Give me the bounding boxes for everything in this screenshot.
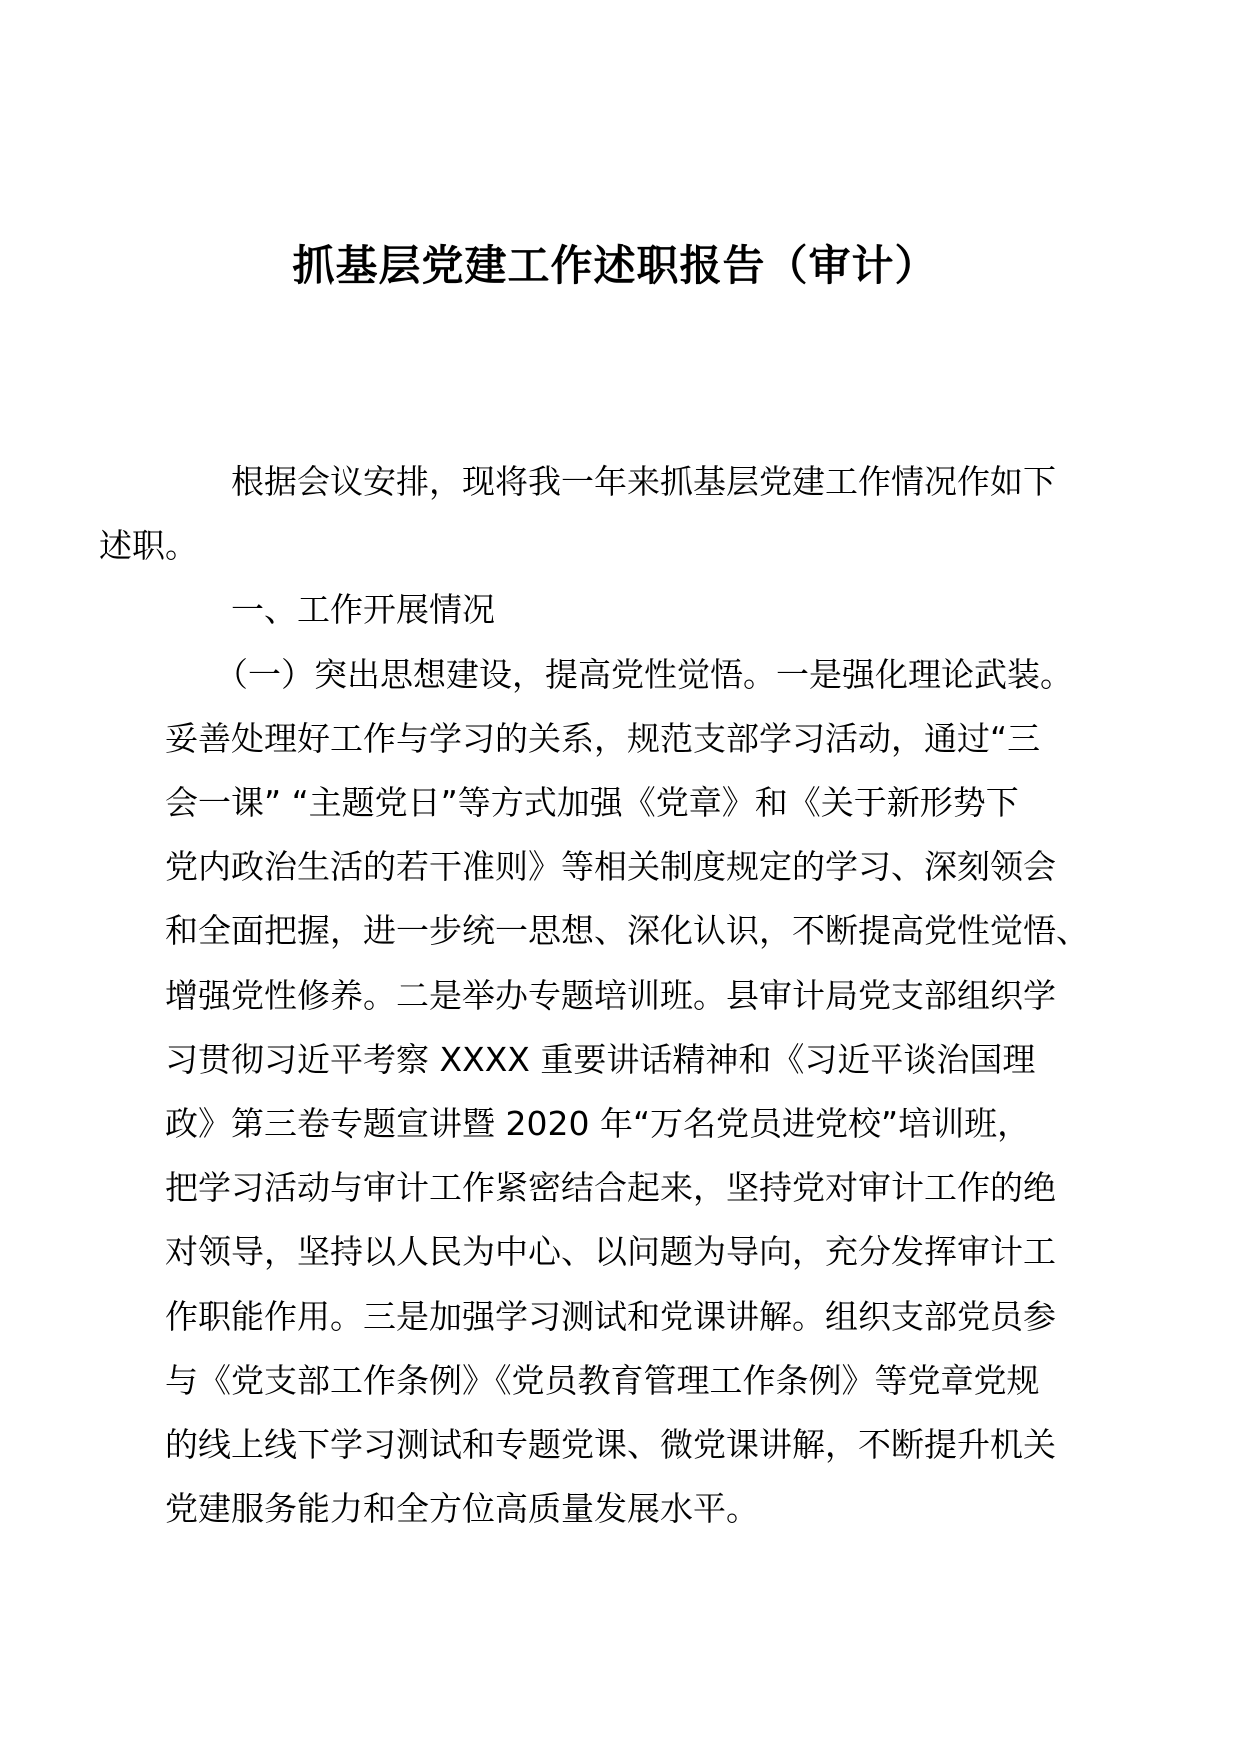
section-1-line-13: 的线上线下学习测试和专题党课、微党课讲解，不断提升机关 xyxy=(165,1425,1056,1465)
section-1-line-1: （一）突出思想建设，提高党性觉悟。一是强化理论武装。 xyxy=(215,654,1073,694)
section-1-line-6: 增强党性修养。二是举办专题培训班。县审计局党支部组织学 xyxy=(165,975,1056,1015)
section-1-line-11: 作职能作用。三是加强学习测试和党课讲解。组织支部党员参 xyxy=(165,1296,1056,1336)
section-1-line-3: 会一课” “主题党日”等方式加强《党章》和《关于新形势下 xyxy=(165,783,1019,823)
section-1-line-14: 党建服务能力和全方位高质量发展水平。 xyxy=(165,1489,759,1529)
intro-line-2: 述职。 xyxy=(99,526,198,566)
section-1-line-8: 政》第三卷专题宣讲暨 2020 年“万名党员进党校”培训班， xyxy=(165,1104,1031,1144)
section-1-line-4: 党内政治生活的若干准则》等相关制度规定的学习、深刻领会 xyxy=(165,847,1056,887)
section-1-line-12: 与《党支部工作条例》《党员教育管理工作条例》等党章党规 xyxy=(165,1360,1040,1400)
section-heading xyxy=(165,578,1095,642)
intro-paragraph xyxy=(99,450,1095,578)
section-1-paragraph xyxy=(165,643,1095,1542)
section-1-line-5: 和全面把握，进一步统一思想、深化认识，不断提高党性觉悟、 xyxy=(165,911,1089,951)
intro-line-1: 根据会议安排，现将我一年来抓基层党建工作情况作如下 xyxy=(231,462,1056,501)
document-title: 抓基层党建工作述职报告（审计） xyxy=(292,241,938,290)
section-1-line-10: 对领导，坚持以人民为中心、以问题为导向，充分发挥审计工 xyxy=(165,1232,1056,1272)
document-body xyxy=(99,450,1095,1541)
section-1-line-9: 把学习活动与审计工作紧密结合起来，坚持党对审计工作的绝 xyxy=(165,1168,1056,1208)
section-heading-text: 一、工作开展情况 xyxy=(231,590,495,630)
section-1-line-7: 习贯彻习近平考察 XXXX 重要讲话精神和《习近平谈治国理 xyxy=(165,1039,1036,1079)
section-1-line-2: 妥善处理好工作与学习的关系，规范支部学习活动，通过“三 xyxy=(165,718,1041,758)
